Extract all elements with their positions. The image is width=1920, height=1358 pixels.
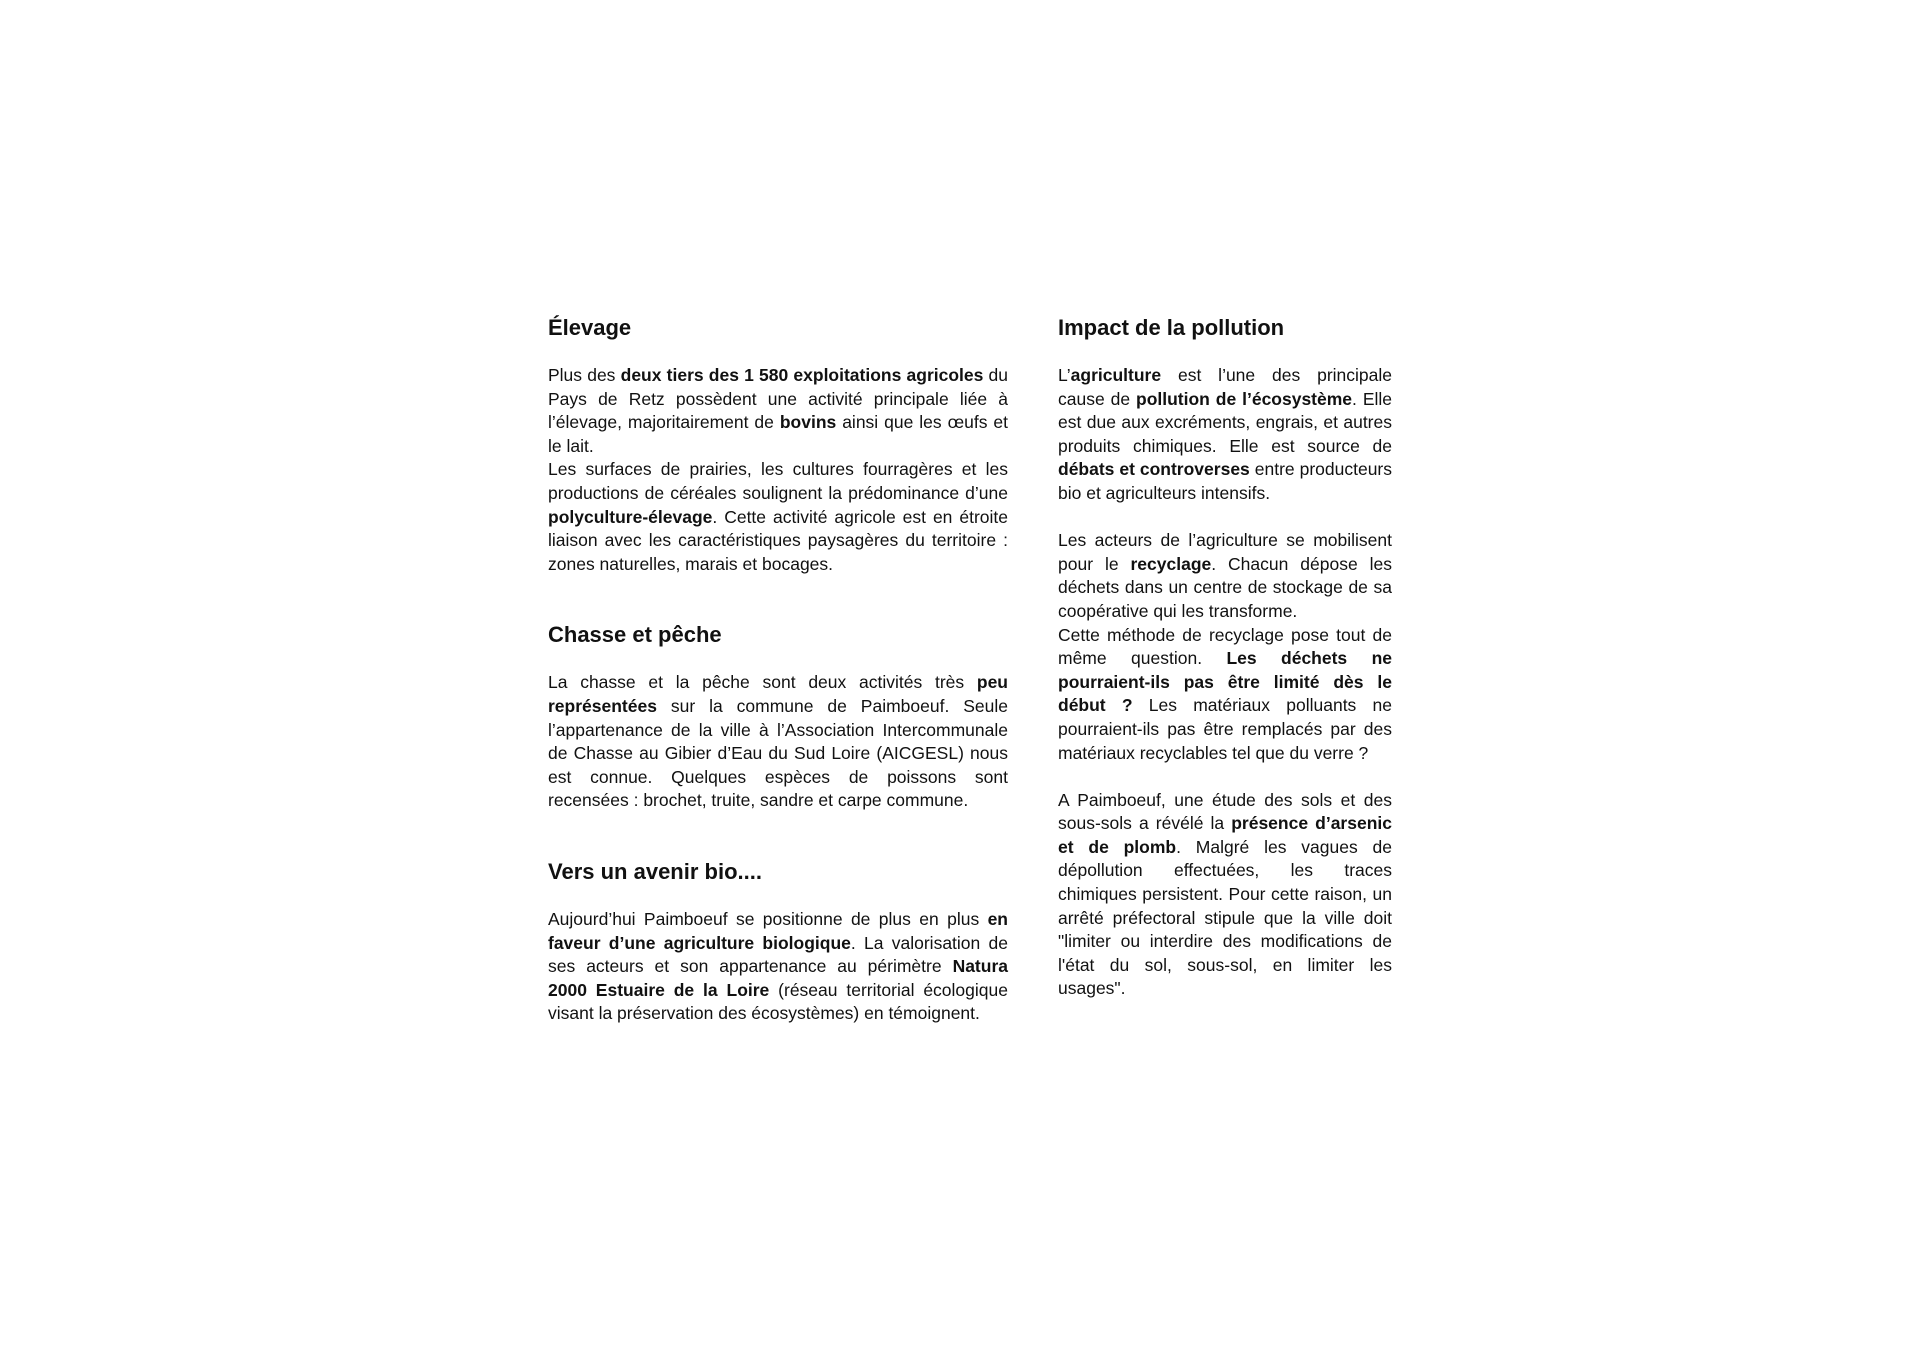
right-column (1058, 308, 1392, 1001)
emphasis-text: débats et controverses (1058, 459, 1250, 480)
left-column (548, 308, 1008, 1026)
section-title-chasse-peche: Chasse et pêche (548, 622, 722, 648)
emphasis-text: deux tiers des 1 580 exploitations agricoles (620, 365, 984, 385)
paragraph-avenir-bio: Aujourd’hui Paimboeuf se positionne de plus en plus en faveur d’une agriculture biologique. La valorisation de ses acteurs et son appartenance au périmètre Natura 2000 Estuaire de la Loire (réseau territorial écologique visant la préservation des écosystèmes) en témoignent. (548, 908, 1008, 1024)
emphasis-text: agriculture (1070, 365, 1162, 385)
paragraph-impact-2: Les acteurs de l’agriculture se mobilisent pour le recyclage. Chacun dépose les déchets dans un centre de stockage de sa coopérative qui les transforme. (1058, 530, 1392, 621)
section-chasse-peche (548, 615, 1008, 813)
emphasis-text: polyculture-élevage (548, 506, 713, 527)
paragraph-elevage-2: Les surfaces de prairies, les cultures fourragères et les productions de céréales soulignent la prédominance d’une polyculture-élevage. Cette activité agricole est en étroite liaison avec les caractéristiques paysagères du territoire : zones naturelles, marais et bocages. (548, 459, 1008, 574)
section-elevage (548, 308, 1008, 576)
emphasis-text: pollution de l’écosystème (1136, 388, 1353, 409)
emphasis-text: en faveur d’une agriculture biologique (548, 908, 1008, 953)
emphasis-text: Natura 2000 Estuaire de la Loire (548, 956, 1008, 1000)
section-title-elevage: Élevage (548, 315, 632, 340)
section-title-impact-pollution: Impact de la pollution (1058, 315, 1285, 340)
emphasis-text: Les déchets ne pourraient-ils pas être limité dès le début ? (1058, 648, 1392, 716)
section-avenir-bio (548, 852, 1008, 1026)
paragraph-impact-3: Cette méthode de recyclage pose tout de même question. Les déchets ne pourraient-ils pas être limité dès le début ? Les matériaux polluants ne pourraient-ils pas être remplacés par des matériaux recyclables tel que du verre ? (1058, 624, 1392, 763)
paragraph-chasse-peche: La chasse et la pêche sont deux activités très peu représentées sur la commune de Paimboeuf. Seule l’appartenance de la ville à l’Association Intercommunale de Chasse au Gibier d’Eau du Sud Loire (AICGESL) nous est connue. Quelques espèces de poissons sont recensées : brochet, truite, sandre et carpe commune. (548, 672, 1008, 811)
paragraph-impact-1: L’agriculture est l’une des principale cause de pollution de l’écosystème. Elle est due aux excréments, engrais, et autres produits chimiques. Elle est source de débats et controverses entre producteurs bio et agriculteurs intensifs. (1058, 365, 1393, 503)
paragraph-elevage-1: Plus des deux tiers des 1 580 exploitations agricoles du Pays de Retz possèdent une activité principale liée à l’élevage, majoritairement de bovins ainsi que les œufs et le lait. (548, 365, 1009, 456)
emphasis-text: présence d’arsenic et de plomb (1058, 813, 1392, 857)
emphasis-text: bovins (779, 412, 837, 433)
paragraph-impact-4: A Paimboeuf, une étude des sols et des sous-sols a révélé la présence d’arsenic et de plomb. Malgré les vagues de dépollution effectuées, les traces chimiques persistent. Pour cette raison, un arrêté préfectoral stipule que la ville doit "limiter ou interdire des modifications de l'état du sol, sous-sol, en limiter les usages". (1058, 789, 1392, 999)
emphasis-text: recyclage (1130, 553, 1212, 574)
section-impact-pollution (1058, 308, 1392, 1001)
section-title-avenir-bio: Vers un avenir bio.... (548, 858, 762, 884)
emphasis-text: peu représentées (548, 672, 1008, 716)
